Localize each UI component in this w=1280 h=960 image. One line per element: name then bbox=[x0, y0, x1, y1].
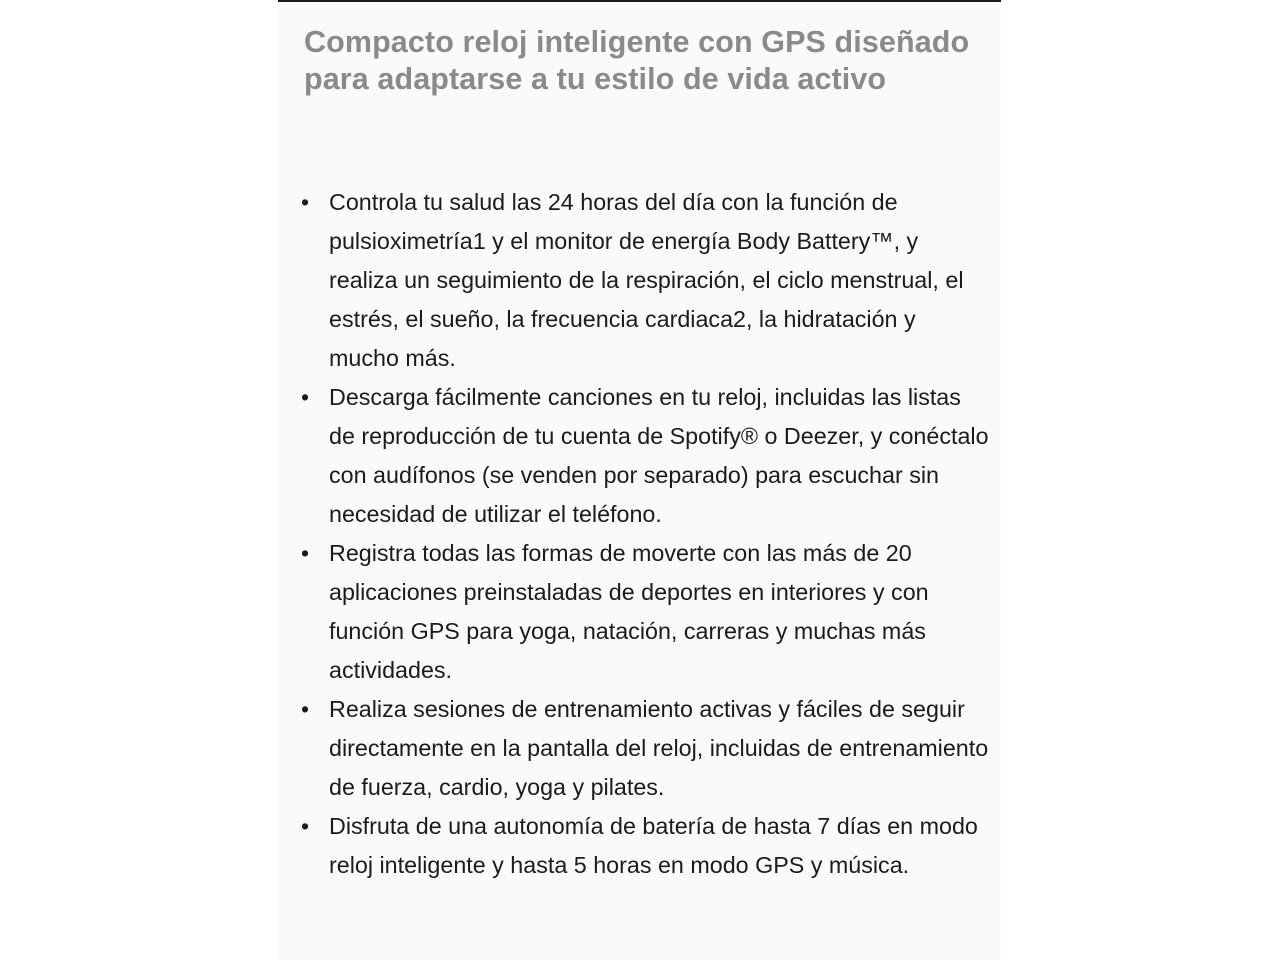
bullet-icon: • bbox=[300, 540, 310, 566]
list-item bbox=[278, 183, 989, 378]
description-panel bbox=[278, 2, 1001, 960]
bullet-icon: • bbox=[300, 384, 310, 410]
list-item bbox=[278, 690, 989, 807]
list-item-text: Descarga fácilmente canciones en tu reloj, incluidas las listas de reproducción de tu cuenta de Spotify® o Deezer, y conéctalo con audífonos (se venden por separado) para escuchar sin necesidad de utilizar el teléfono. bbox=[329, 384, 989, 527]
list-item-text: Controla tu salud las 24 horas del día con la función de pulsioximetría1 y el monitor de energía Body Battery™, y realiza un seguimiento de la respiración, el ciclo menstrual, el estrés, el sueño, la frecuencia cardiaca2, la hidratación y mucho más. bbox=[329, 189, 964, 371]
list-item-text: Disfruta de una autonomía de batería de hasta 7 días en modo reloj inteligente y hasta 5 horas en modo GPS y música. bbox=[329, 813, 978, 878]
list-item bbox=[278, 534, 989, 690]
page-title: Compacto reloj inteligente con GPS diseñado para adaptarse a tu estilo de vida activo bbox=[304, 25, 970, 96]
list-item-text: Registra todas las formas de moverte con las más de 20 aplicaciones preinstaladas de deportes en interiores y con función GPS para yoga, natación, carreras y muchas más actividades. bbox=[329, 540, 929, 683]
list-item bbox=[278, 378, 989, 534]
list-item bbox=[278, 807, 989, 885]
bullet-icon: • bbox=[300, 696, 310, 722]
list-item-text: Realiza sesiones de entrenamiento activas y fáciles de seguir directamente en la pantalla del reloj, incluidas de entrenamiento de fuerza, cardio, yoga y pilates. bbox=[329, 696, 989, 800]
bullet-icon: • bbox=[300, 813, 310, 839]
feature-list bbox=[278, 183, 1001, 885]
bullet-icon: • bbox=[300, 189, 310, 215]
